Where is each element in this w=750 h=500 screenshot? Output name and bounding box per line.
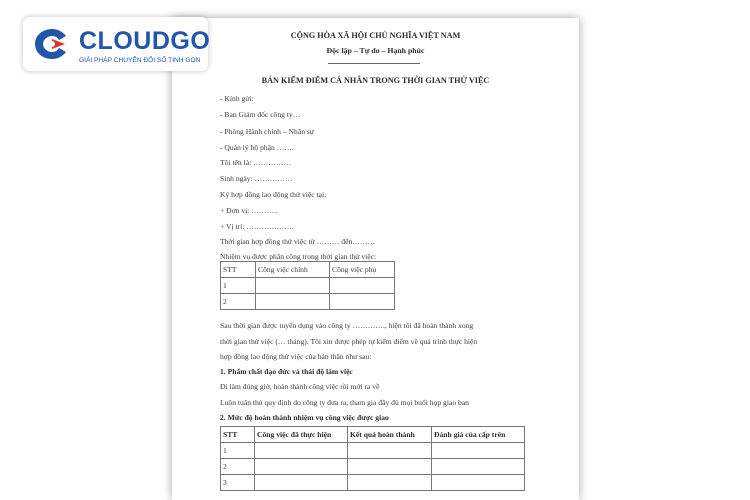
document-page bbox=[172, 18, 579, 500]
section-1-line: Luôn tuân thủ quy định do công ty đưa ra, tham gia đầy đủ mọi buổi họp giao ban bbox=[220, 398, 469, 407]
line-ban-giam-doc: - Ban Giám đốc công ty… bbox=[220, 110, 301, 119]
header-divider bbox=[328, 63, 420, 64]
paragraph-line: Sau thời gian được tuyển dụng vào công ty …………., hiện tôi đã hoàn thành xong bbox=[220, 321, 474, 330]
table-cell bbox=[256, 278, 330, 294]
line-quan-ly: - Quản lý bộ phận ……. bbox=[220, 143, 294, 152]
table-row bbox=[221, 475, 525, 491]
results-table bbox=[220, 426, 525, 491]
table-header-cell: STT bbox=[221, 427, 255, 443]
table-cell bbox=[348, 475, 432, 491]
table-cell bbox=[432, 443, 525, 459]
line-kinh-gui: - Kính gửi: bbox=[220, 94, 254, 103]
table-cell: 2 bbox=[221, 294, 256, 310]
table-cell: 2 bbox=[221, 459, 255, 475]
line-thoi-gian: Thời gian hợp đồng thử việc từ ……… đến……… bbox=[220, 237, 376, 246]
line-ten: Tôi tên là: …………… bbox=[220, 158, 292, 167]
table-cell bbox=[330, 294, 395, 310]
line-don-vi: + Đơn vị: ……….. bbox=[220, 206, 278, 215]
table-cell: 3 bbox=[221, 475, 255, 491]
cloudgo-logo bbox=[23, 17, 211, 71]
table-header-cell: Công việc phụ bbox=[330, 262, 395, 278]
table-cell bbox=[348, 459, 432, 475]
header-country: CỘNG HÒA XÃ HỘI CHỦ NGHĨA VIỆT NAM bbox=[290, 31, 461, 40]
table-cell bbox=[432, 475, 525, 491]
table-header-cell: Công việc đã thực hiện bbox=[255, 427, 348, 443]
table-cell bbox=[256, 294, 330, 310]
paragraph-line: hợp đồng lao động thử việc của bản thân như sau: bbox=[220, 352, 372, 361]
table-row bbox=[221, 278, 395, 294]
section-2-title: 2. Mức độ hoàn thành nhiệm vụ công việc được giao bbox=[220, 413, 389, 422]
table-header-cell: Kết quả hoàn thành bbox=[348, 427, 432, 443]
table-header-cell: STT bbox=[221, 262, 256, 278]
line-phong-hcns: - Phòng Hành chính – Nhân sự bbox=[220, 127, 314, 136]
line-sinh-ngay: Sinh ngày: …………… bbox=[220, 174, 293, 183]
table-header-row bbox=[221, 262, 395, 278]
table-row bbox=[221, 443, 525, 459]
table-cell bbox=[330, 278, 395, 294]
line-nhiem-vu: Nhiệm vụ được phân công trong thời gian thử việc: bbox=[220, 252, 377, 261]
task-table bbox=[220, 261, 395, 310]
section-1-title: 1. Phẩm chất đạo đức và thái độ làm việc bbox=[220, 367, 353, 376]
table-cell bbox=[255, 459, 348, 475]
table-row bbox=[221, 459, 525, 475]
table-cell bbox=[255, 443, 348, 459]
table-header-row bbox=[221, 427, 525, 443]
section-1-line: Đi làm đúng giờ, hoàn thành công việc rồi mới ra về bbox=[220, 382, 380, 391]
document-title: BẢN KIỂM ĐIỂM CÁ NHÂN TRONG THỜI GIAN THỬ VIỆC bbox=[261, 76, 490, 85]
logo-tagline: GIẢI PHÁP CHUYỂN ĐỔI SỐ TINH GỌN bbox=[79, 57, 201, 64]
table-row bbox=[221, 294, 395, 310]
cloudgo-logo-icon bbox=[32, 26, 72, 62]
table-cell bbox=[348, 443, 432, 459]
table-header-cell: Đánh giá của cấp trên bbox=[432, 427, 525, 443]
table-cell bbox=[255, 475, 348, 491]
paragraph-line: thời gian thử việc (… tháng). Tôi xin được phép tự kiểm điểm về quá trình thực hiện bbox=[220, 337, 478, 346]
table-header-cell: Công việc chính bbox=[256, 262, 330, 278]
table-cell: 1 bbox=[221, 278, 256, 294]
line-ky-hop-dong: Ký hợp đồng lao động thử việc tại: bbox=[220, 190, 327, 199]
table-cell: 1 bbox=[221, 443, 255, 459]
table-cell bbox=[432, 459, 525, 475]
logo-wordmark: CLOUDGO bbox=[79, 27, 211, 55]
header-motto: Độc lập – Tự do – Hạnh phúc bbox=[326, 46, 425, 55]
line-vi-tri: + Vị trí: ………………. bbox=[220, 222, 294, 231]
